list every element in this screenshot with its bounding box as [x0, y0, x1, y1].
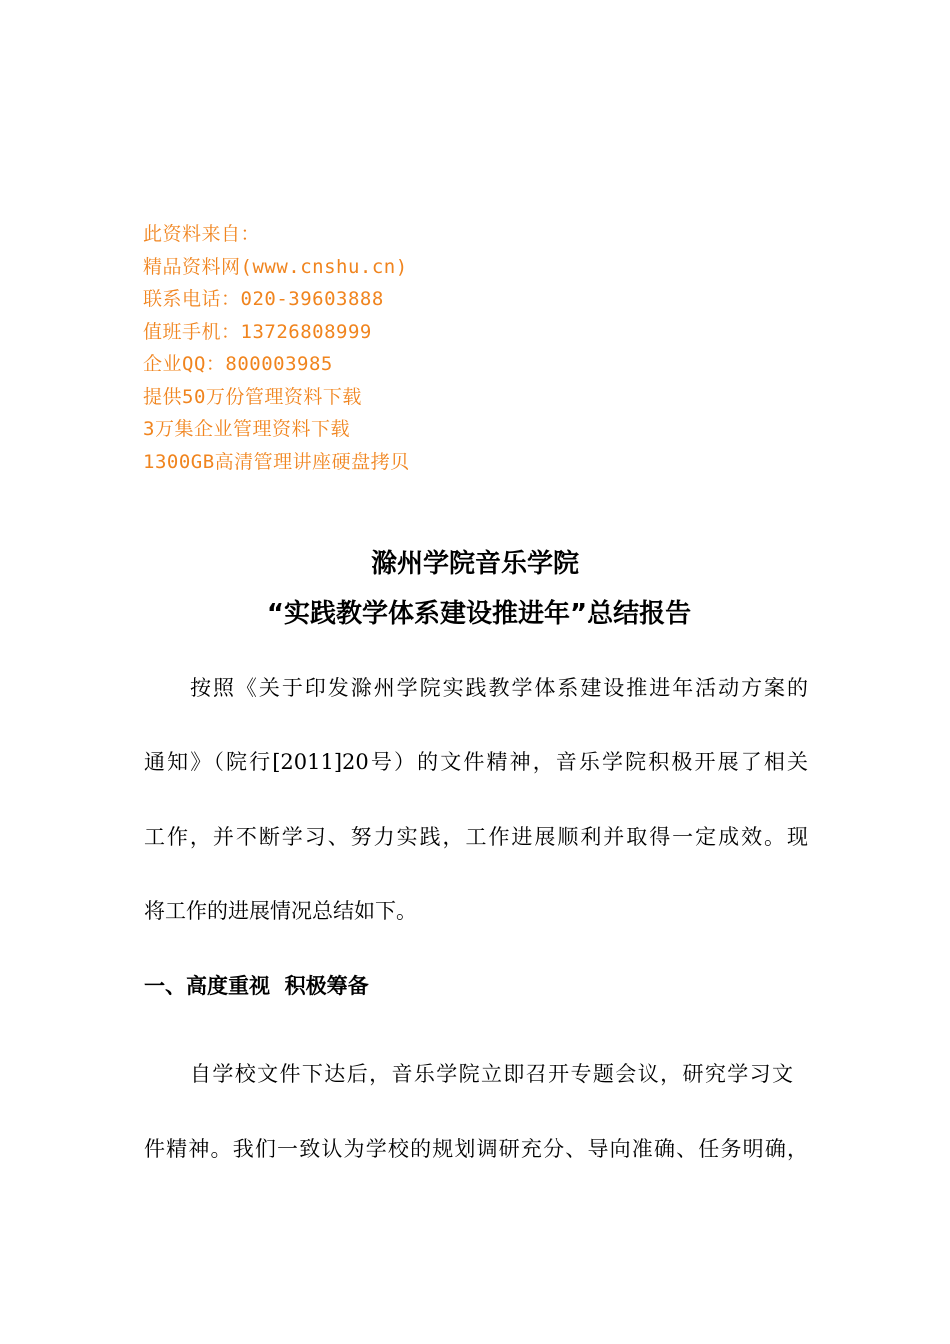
- paragraph-1-line-1: 按照《关于印发滁州学院实践教学体系建设推进年活动方案的: [190, 676, 808, 700]
- source-ad-block: [143, 218, 663, 478]
- document-title-line-1: 滁州学院音乐学院: [370, 549, 579, 579]
- paragraph-2-line-2: 件精神。我们一致认为学校的规划调研充分、导向准确、任务明确，: [144, 1137, 808, 1161]
- paragraph-1-line-4: 将工作的进展情况总结如下。: [144, 899, 417, 923]
- ad-website: 精品资料网(www.cnshu.cn): [143, 255, 408, 278]
- ad-offer-3: 1300GB高清管理讲座硬盘拷贝: [143, 450, 410, 473]
- paragraph-2-line-1: 自学校文件下达后，音乐学院立即召开专题会议，研究学习文: [190, 1062, 793, 1086]
- ad-phone: 联系电话：020-39603888: [143, 288, 384, 310]
- section-heading-1: 一、高度重视 积极筹备: [144, 974, 369, 998]
- document-title-line-2: “实践教学体系建设推进年”总结报告: [266, 599, 692, 629]
- ad-offer-2: 3万集企业管理资料下载: [143, 418, 350, 440]
- paragraph-1-line-2: 通知》（院行[2011]20号）的文件精神，音乐学院积极开展了相关: [144, 750, 808, 774]
- paragraph-1-line-3: 工作，并不断学习、努力实践，工作进展顺利并取得一定成效。现: [144, 825, 808, 849]
- ad-mobile: 值班手机：13726808999: [143, 320, 372, 343]
- ad-offer-1: 提供50万份管理资料下载: [143, 385, 362, 408]
- ad-source-label: 此资料来自：: [143, 223, 261, 245]
- ad-qq: 企业QQ：800003985: [143, 353, 333, 375]
